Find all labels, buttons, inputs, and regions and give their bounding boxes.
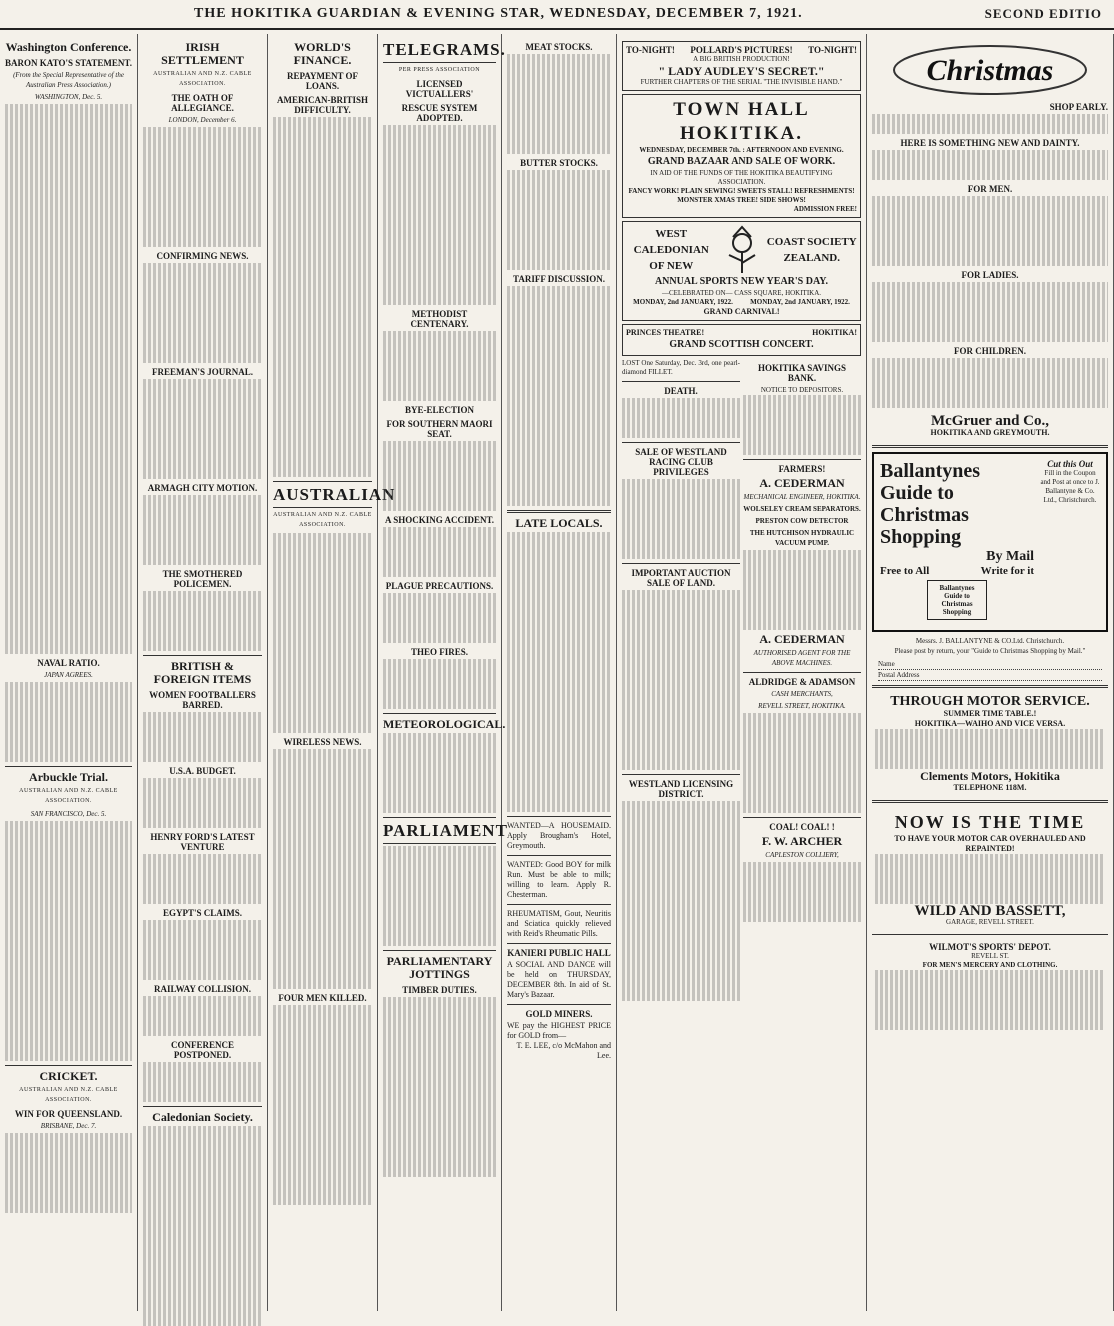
- ad-body: [875, 729, 1105, 769]
- princes-title: PRINCES THEATRE!: [626, 328, 705, 337]
- cederman-agent: AUTHORISED AGENT FOR THE ABOVE MACHINES.: [753, 649, 851, 667]
- subhead-for-men: FOR MEN.: [967, 184, 1013, 194]
- subhead-conference-postponed: CONFERENCE POSTPONED.: [170, 1040, 234, 1060]
- aldridge-title: ALDRIDGE & ADAMSON: [748, 677, 856, 687]
- subhead-baron-kato: BARON KATO'S STATEMENT.: [5, 58, 132, 68]
- article-body: [143, 1126, 262, 1326]
- ad-body: [872, 282, 1108, 342]
- headline-irish-settlement: IRISH SETTLEMENT: [161, 40, 244, 67]
- subhead-plague: PLAGUE PRECAUTIONS.: [385, 581, 494, 591]
- classified-gold: WE pay the HIGHEST PRICE for GOLD from—: [507, 1021, 611, 1040]
- headline-washington: Washington Conference.: [5, 40, 132, 54]
- headline-worlds-finance: WORLD'S FINANCE.: [293, 40, 352, 67]
- subhead-licensed-victuallers: LICENSED VICTUALLERS': [405, 79, 474, 99]
- cederman-title: A. CEDERMAN: [759, 476, 845, 490]
- subhead-wireless: WIRELESS NEWS.: [283, 737, 362, 747]
- subhead-japan-agrees: JAPAN AGREES.: [44, 671, 93, 679]
- classified-rheumatism: RHEUMATISM, Gout, Neuritis and Sciatica quickly relieved with Reid's Rheumatic Pills.: [507, 909, 611, 938]
- article-body: [5, 682, 132, 762]
- headline-caledonian: Caledonian Society.: [152, 1110, 253, 1124]
- townhall-bazaar: GRAND BAZAAR AND SALE OF WORK.: [647, 156, 836, 167]
- divider: [872, 685, 1108, 688]
- divider: [507, 816, 611, 817]
- clements-title: Clements Motors, Hokitika: [920, 769, 1060, 783]
- princes-place: HOKITIKA!: [812, 328, 857, 337]
- agency-line: AUSTRALIAN AND N.Z. CABLE ASSOCIATION.: [19, 788, 118, 804]
- divider: [143, 1106, 262, 1107]
- column-4: [378, 34, 508, 1311]
- subhead-methodist: METHODIST CENTENARY.: [410, 309, 469, 329]
- dateline: WASHINGTON, Dec. 5.: [34, 93, 103, 101]
- subhead-maori-seat: FOR SOUTHERN MAORI SEAT.: [386, 419, 493, 439]
- agency-line: AUSTRALIAN AND N.Z. CABLE ASSOCIATION.: [273, 512, 372, 528]
- savings-notice: NOTICE TO DEPOSITORS.: [760, 386, 844, 394]
- ad-princes-theatre: [622, 324, 861, 356]
- motor-route: HOKITIKA—WAIHO AND VICE VERSA.: [914, 719, 1066, 728]
- ad-mcgruer: [872, 411, 1108, 441]
- mcgruer-places: HOKITIKA AND GREYMOUTH.: [930, 428, 1050, 437]
- article-body: [507, 54, 611, 154]
- subhead-for-ladies: FOR LADIES.: [961, 270, 1019, 280]
- divider: [622, 442, 740, 443]
- article-body: [143, 778, 262, 828]
- ad-body: [875, 970, 1105, 1030]
- ad-wilmot: [872, 939, 1108, 1033]
- subhead-confirming: CONFIRMING NEWS.: [156, 251, 249, 261]
- subhead-gold-miners: GOLD MINERS.: [525, 1009, 593, 1019]
- article-body: [383, 846, 496, 946]
- divider: [622, 563, 740, 564]
- masthead: [0, 0, 1114, 30]
- preston: PRESTON COW DETECTOR: [755, 517, 849, 525]
- article-body: [383, 593, 496, 643]
- headline-cricket: CRICKET.: [39, 1069, 98, 1083]
- subhead-savings-bank: HOKITIKA SAVINGS BANK.: [757, 363, 847, 383]
- classified-housemaid: WANTED—A HOUSEMAID. Apply Brougham's Hotel, Greymouth.: [507, 821, 611, 850]
- pollard-feature: " LADY AUDLEY'S SECRET.": [658, 64, 825, 78]
- ad-through-motor: [872, 692, 1108, 796]
- column-1: [0, 34, 138, 1311]
- article-body: [143, 127, 262, 247]
- ad-town-hall: [622, 94, 861, 218]
- edition-label: SECOND EDITIO: [984, 6, 1102, 21]
- subhead-armagh: ARMAGH CITY MOTION.: [147, 483, 258, 493]
- article-body: [383, 331, 496, 401]
- subhead-tariff: TARIFF DISCUSSION.: [512, 274, 606, 284]
- notice-body: [743, 713, 861, 813]
- pollard-left: TO-NIGHT!: [626, 45, 675, 55]
- subhead-shocking-accident: A SHOCKING ACCIDENT.: [384, 515, 495, 525]
- notice-body: [743, 862, 861, 922]
- article-body: [143, 495, 262, 565]
- subhead-licensing: WESTLAND LICENSING DISTRICT.: [628, 779, 734, 799]
- divider: [5, 1065, 132, 1066]
- guide-free: Free to All: [880, 565, 930, 577]
- headline-meteorological: METEOROLOGICAL.: [383, 717, 506, 731]
- guide-post: Please post by return, your "Guide to Christmas Shopping by Mail.": [894, 647, 1086, 655]
- divider: [872, 934, 1108, 935]
- ad-ballantynes-guide: [872, 452, 1108, 632]
- article-body: [507, 286, 611, 506]
- column-2: [138, 34, 268, 1311]
- article-body: [383, 997, 496, 1177]
- townhall-stalls: FANCY WORK! PLAIN SEWING! SWEETS STALL! REFRESHMENTS! MONSTER XMAS TREE! SIDE SHOWS!: [628, 187, 855, 204]
- ad-body: [875, 854, 1105, 904]
- headline-late-locals: LATE LOCALS.: [515, 516, 603, 530]
- divider: [743, 817, 861, 818]
- aldridge-cash: CASH MERCHANTS,: [771, 690, 833, 698]
- column-3: [268, 34, 396, 1311]
- article-body: [383, 441, 496, 511]
- subhead-smothered: THE SMOTHERED POLICEMEN.: [162, 569, 243, 589]
- headline-british-foreign: BRITISH & FOREIGN ITEMS: [153, 659, 252, 686]
- subhead-four-men-killed: FOUR MEN KILLED.: [278, 993, 367, 1003]
- article-body: [143, 996, 262, 1036]
- subhead-american-british: AMERICAN-BRITISH DIFFICULTY.: [276, 95, 368, 115]
- cederman-engineer: MECHANICAL ENGINEER, HOKITIKA.: [743, 493, 861, 501]
- divider: [507, 943, 611, 944]
- caledonian-celebrated: —CELEBRATED ON— CASS SQUARE, HOKITIKA.: [661, 289, 822, 297]
- subhead-women-footballers: WOMEN FOOTBALLERS BARRED.: [149, 690, 256, 710]
- left-classifieds: [622, 359, 740, 1001]
- guide-by-mail: By Mail: [986, 549, 1034, 564]
- christmas-wreath-icon: [890, 42, 1090, 98]
- headline-australian: AUSTRALIAN: [273, 486, 372, 508]
- guide-title-2: Guide to: [880, 482, 954, 504]
- subhead-butter-stocks: BUTTER STOCKS.: [520, 158, 598, 168]
- divider: [273, 481, 372, 482]
- divider: [383, 950, 496, 951]
- guide-name-field[interactable]: Name: [878, 659, 1102, 670]
- article-body: [507, 170, 611, 270]
- clements-phone: TELEPHONE 118M.: [953, 783, 1027, 792]
- caledonian-date-right: MONDAY, 2nd JANUARY, 1922.: [750, 298, 850, 306]
- dateline: BRISBANE, Dec. 7.: [40, 1122, 97, 1130]
- pollard-line1: A BIG BRITISH PRODUCTION!: [693, 55, 790, 63]
- article-body: [273, 749, 372, 989]
- caledonian-date-left: MONDAY, 2nd JANUARY, 1922.: [633, 298, 733, 306]
- notice-body: [622, 479, 740, 559]
- classified-boy: WANTED: Good BOY for milk Run. Must be able to milk; willing to learn. Apply R. Chesterman.: [507, 860, 611, 899]
- townhall-date: WEDNESDAY, DECEMBER 7th. : AFTERNOON AND EVENING.: [639, 146, 844, 154]
- now-subtitle: TO HAVE YOUR MOTOR CAR OVERHAULED AND REPAINTED!: [894, 834, 1086, 853]
- note-special-rep: (From the Special Representative of the Australian Press Association.): [13, 71, 124, 89]
- ad-caledonian-sports: [622, 221, 861, 321]
- article-body: [507, 532, 611, 812]
- guide-title-3: Christmas Shopping: [880, 504, 969, 548]
- ad-pollards: [622, 41, 861, 91]
- motor-timetable: SUMMER TIME TABLE.!: [943, 709, 1037, 718]
- subhead-for-children: FOR CHILDREN.: [953, 346, 1026, 356]
- guide-write: Write for it: [980, 565, 1034, 577]
- article-body: [143, 263, 262, 363]
- christmas-text: Christmas: [926, 54, 1054, 87]
- subhead-naval-ratio: NAVAL RATIO.: [37, 658, 100, 668]
- notice-body: [622, 801, 740, 1001]
- divider: [507, 1004, 611, 1005]
- article-body: [143, 1062, 262, 1102]
- article-body: [143, 920, 262, 980]
- article-body: [143, 712, 262, 762]
- now-title: NOW IS THE TIME: [894, 812, 1086, 832]
- divider: [143, 655, 262, 656]
- divider: [383, 713, 496, 714]
- mcgruer-title: McGruer and Co.,: [930, 413, 1050, 429]
- subhead-egypt: EGYPT'S CLAIMS.: [162, 908, 242, 918]
- archer-colliery: CAPLESTON COLLIERY,: [765, 851, 839, 859]
- agency-line: AUSTRALIAN AND N.Z. CABLE ASSOCIATION.: [153, 71, 252, 87]
- ad-body: [872, 114, 1108, 134]
- guide-address-field[interactable]: Postal Address: [878, 670, 1102, 681]
- column-5: [502, 34, 617, 1311]
- wilmot-street: REVELL ST.: [971, 952, 1009, 960]
- ad-now-is-time: [872, 807, 1108, 930]
- notice-body: [622, 590, 740, 770]
- christmas-banner: [872, 42, 1108, 98]
- shop-early: SHOP EARLY.: [1049, 102, 1108, 112]
- subhead-freemans: FREEMAN'S JOURNAL.: [151, 367, 253, 377]
- notice-body: [622, 398, 740, 438]
- headline-telegrams: TELEGRAMS.: [383, 41, 496, 63]
- headline-parliamentary-jottings: PARLIAMENTARY JOTTINGS: [386, 954, 493, 981]
- subhead-farmers: FARMERS!: [778, 464, 826, 474]
- divider: [743, 672, 861, 673]
- right-classifieds: [743, 359, 861, 1001]
- guide-coupon-form: [878, 659, 1102, 681]
- wilmot-title: WILMOT'S SPORTS' DEPOT.: [929, 942, 1051, 952]
- ad-body: [872, 196, 1108, 266]
- agency-line: PER PRESS ASSOCIATION: [398, 67, 481, 73]
- pollard-serial: FURTHER CHAPTERS OF THE SERIAL "THE INVISIBLE HAND.": [640, 78, 843, 86]
- dateline: SAN FRANCISCO, Dec. 5.: [30, 810, 107, 818]
- aldridge-street: REVELL STREET, HOKITIKA.: [758, 702, 846, 710]
- ad-body: [872, 150, 1108, 180]
- article-body: [383, 733, 496, 813]
- article-body: [5, 821, 132, 1061]
- subhead-fires: THEO FIRES.: [410, 647, 468, 657]
- article-body: [383, 125, 496, 305]
- subhead-bye-election: BYE-ELECTION: [404, 405, 475, 415]
- subhead-railway: RAILWAY COLLISION.: [153, 984, 252, 994]
- article-body: [5, 104, 132, 654]
- subhead-death: DEATH.: [664, 386, 698, 396]
- divider: [507, 855, 611, 856]
- divider: [622, 774, 740, 775]
- subhead-henry-ford: HENRY FORD'S LATEST VENTURE: [150, 832, 255, 852]
- subhead-racing-sale: SALE OF WESTLAND RACING CLUB PRIVILEGES: [635, 447, 727, 477]
- caledonian-title: ANNUAL SPORTS NEW YEAR'S DAY.: [654, 276, 829, 287]
- guide-coupon-note: [1040, 460, 1100, 624]
- guide-title-1: Ballantynes: [880, 460, 981, 482]
- guide-booklet-icon: Ballantynes Guide to Christmas Shopping: [927, 580, 987, 620]
- column-6: [617, 34, 867, 1311]
- article-body: [143, 854, 262, 904]
- coal-title: COAL! COAL! !: [769, 822, 835, 832]
- divider: [872, 800, 1108, 803]
- article-body: [143, 379, 262, 479]
- headline-arbuckle: Arbuckle Trial.: [29, 770, 108, 784]
- subhead-timber-duties: TIMBER DUTIES.: [402, 985, 477, 995]
- motor-title: THROUGH MOTOR SERVICE.: [890, 694, 1090, 709]
- subhead-usa-budget: U.S.A. BUDGET.: [169, 766, 236, 776]
- divider: [872, 445, 1108, 448]
- princes-concert: GRAND SCOTTISH CONCERT.: [669, 339, 814, 350]
- divider: [507, 510, 611, 513]
- pollard-right: TO-NIGHT!: [808, 45, 857, 55]
- caledonian-right: COAST SOCIETY ZEALAND.: [766, 236, 857, 264]
- article-body: [383, 659, 496, 709]
- article-body: [273, 117, 372, 477]
- agency-line: AUSTRALIAN AND N.Z. CABLE ASSOCIATION.: [19, 1087, 118, 1103]
- divider: [383, 817, 496, 818]
- divider: [507, 904, 611, 905]
- newspaper-title: THE HOKITIKA GUARDIAN & EVENING STAR, WEDNESDAY, DECEMBER 7, 1921.: [194, 6, 803, 21]
- townhall-admission: ADMISSION FREE!: [793, 205, 857, 213]
- subhead-kanieri-hall: KANIERI PUBLIC HALL: [507, 948, 611, 958]
- subhead-win-queensland: WIN FOR QUEENSLAND.: [14, 1109, 123, 1119]
- archer-title: F. W. ARCHER: [761, 834, 843, 848]
- guide-address: Messrs. J. BALLANTYNE & CO.Ltd. Christchurch.: [915, 637, 1065, 645]
- article-body: [383, 527, 496, 577]
- article-body: [273, 1005, 372, 1205]
- notice-body: [743, 550, 861, 630]
- notice-body: [743, 395, 861, 455]
- divider: [622, 381, 740, 382]
- townhall-title: TOWN HALL HOKITIKA.: [673, 99, 810, 144]
- subhead-oath: THE OATH OF ALLEGIANCE.: [171, 93, 234, 113]
- subhead-rescue-system: RESCUE SYSTEM ADOPTED.: [401, 103, 478, 123]
- cederman-agent-title: A. CEDERMAN: [759, 632, 845, 646]
- subhead-meat-stocks: MEAT STOCKS.: [525, 42, 593, 52]
- divider: [5, 766, 132, 767]
- wild-bassett: WILD AND BASSETT,: [914, 903, 1066, 919]
- caledonian-carnival: GRAND CARNIVAL!: [703, 307, 780, 316]
- wild-garage: GARAGE, REVELL STREET.: [946, 918, 1034, 926]
- article-body: [273, 533, 372, 733]
- subhead-auction-land: IMPORTANT AUCTION SALE OF LAND.: [631, 568, 731, 588]
- thistle-icon: [717, 225, 767, 275]
- dateline: LONDON, December 6.: [168, 116, 237, 124]
- divider: [743, 459, 861, 460]
- wilmot-mercery: FOR MEN'S MERCERY AND CLOTHING.: [922, 961, 1058, 969]
- column-7: [867, 34, 1114, 1311]
- classified-social: A SOCIAL AND DANCE will be held on THURSDAY, DECEMBER 8th. In aid of St. Mary's Bazaar.: [507, 960, 611, 999]
- subhead-repayment: REPAYMENT OF LOANS.: [286, 71, 359, 91]
- article-body: [5, 1133, 132, 1213]
- guide-cut-text: Fill in the Coupon and Post at once to J. Ballantyne & Co. Ltd., Christchurch.: [1040, 469, 1100, 504]
- guide-cut: Cut this Out: [1047, 459, 1093, 469]
- ad-body: [872, 358, 1108, 408]
- wolseley: WOLSELEY CREAM SEPARATORS.: [743, 505, 861, 513]
- caledonian-left: WEST CALEDONIAN OF NEW: [633, 228, 709, 272]
- subhead-something-new: HERE IS SOMETHING NEW AND DAINTY.: [900, 138, 1080, 148]
- headline-parliament: PARLIAMENT: [383, 822, 496, 844]
- article-body: [143, 591, 262, 651]
- townhall-aid: IN AID OF THE FUNDS OF THE HOKITIKA BEAUTIFYING ASSOCIATION.: [650, 169, 833, 186]
- hutchison: THE HUTCHISON HYDRAULIC VACUUM PUMP.: [749, 529, 855, 547]
- pollard-center: POLLARD'S PICTURES!: [690, 45, 793, 55]
- classified-gold-signature: T. E. LEE, c/o McMahon and Lee.: [516, 1041, 611, 1060]
- classified-lost: LOST One Saturday, Dec. 3rd, one pearl-diamond FILLET.: [622, 359, 740, 376]
